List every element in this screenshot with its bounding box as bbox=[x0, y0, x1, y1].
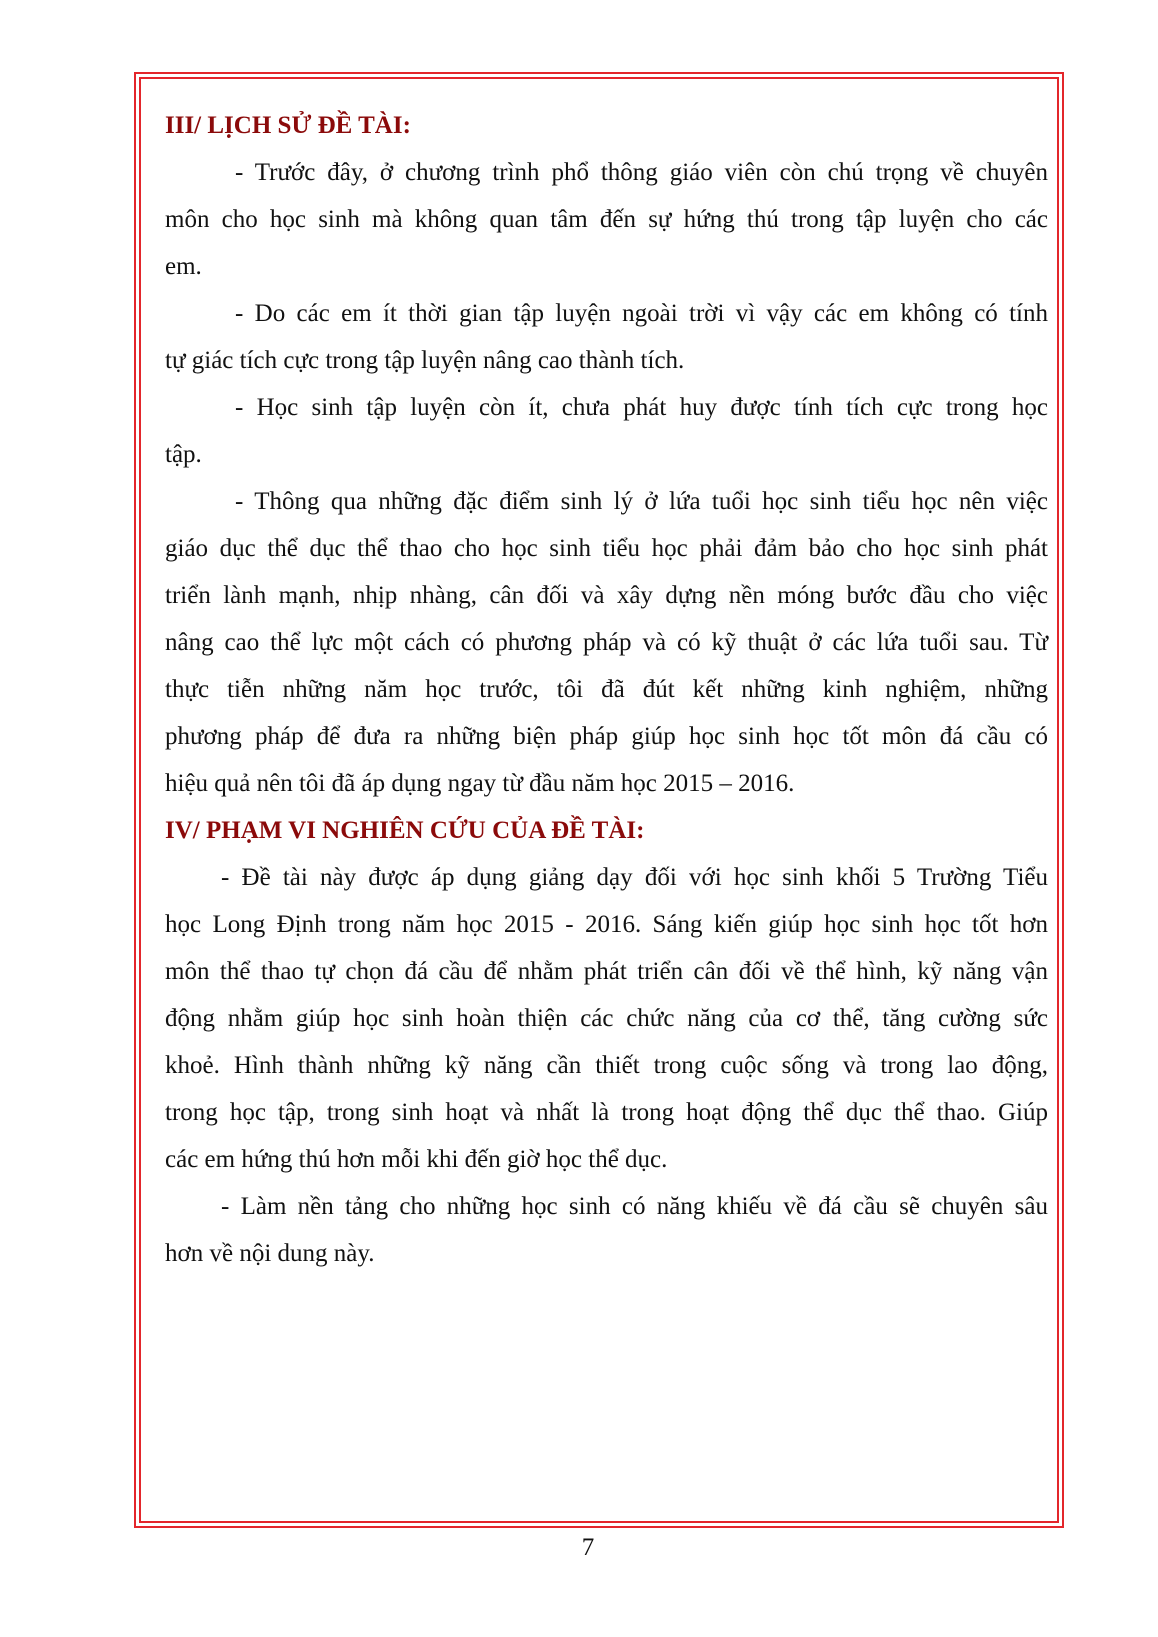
text-line: giáo dục thể dục thể thao cho học sinh tiểu học phải đảm bảo cho học sinh phát bbox=[165, 535, 1048, 562]
text-line: các em hứng thú hơn mỗi khi đến giờ học thể dục. bbox=[165, 1146, 668, 1173]
section-heading-history: III/ LỊCH SỬ ĐỀ TÀI: bbox=[165, 112, 411, 139]
paragraph bbox=[165, 1183, 1048, 1277]
paragraph bbox=[165, 478, 1048, 807]
text-line: động nhằm giúp học sinh hoàn thiện các chức năng của cơ thể, tăng cường sức bbox=[165, 1005, 1048, 1032]
paragraph bbox=[165, 384, 1048, 478]
page-number: 7 bbox=[581, 1534, 595, 1561]
paragraph bbox=[165, 149, 1048, 290]
text-line: tập. bbox=[165, 441, 202, 468]
text-line: trong học tập, trong sinh hoạt và nhất là trong hoạt động thể dục thể thao. Giúp bbox=[165, 1099, 1048, 1126]
text-line: - Do các em ít thời gian tập luyện ngoài trời vì vậy các em không có tính bbox=[235, 300, 1048, 327]
text-line: em. bbox=[165, 253, 202, 280]
paragraph bbox=[165, 854, 1048, 1183]
text-line: phương pháp để đưa ra những biện pháp giúp học sinh học tốt môn đá cầu có bbox=[165, 723, 1048, 750]
page-content bbox=[165, 102, 1048, 1277]
text-line: môn cho học sinh mà không quan tâm đến sự hứng thú trong tập luyện cho các bbox=[165, 206, 1048, 233]
paragraph bbox=[165, 290, 1048, 384]
text-line: - Đề tài này được áp dụng giảng dạy đối với học sinh khối 5 Trường Tiểu bbox=[221, 864, 1048, 891]
text-line: môn thể thao tự chọn đá cầu để nhằm phát triển cân đối về thể hình, kỹ năng vận bbox=[165, 958, 1048, 985]
text-line: học Long Định trong năm học 2015 - 2016. Sáng kiến giúp học sinh học tốt hơn bbox=[165, 911, 1048, 938]
text-line: - Làm nền tảng cho những học sinh có năng khiếu về đá cầu sẽ chuyên sâu bbox=[221, 1193, 1048, 1220]
text-line: thực tiễn những năm học trước, tôi đã đút kết những kinh nghiệm, những bbox=[165, 676, 1048, 703]
text-line: tự giác tích cực trong tập luyện nâng cao thành tích. bbox=[165, 347, 685, 374]
section-heading-scope: IV/ PHẠM VI NGHIÊN CỨU CỦA ĐỀ TÀI: bbox=[165, 817, 645, 844]
text-line: - Trước đây, ở chương trình phổ thông giáo viên còn chú trọng về chuyên bbox=[235, 159, 1048, 186]
text-line: - Học sinh tập luyện còn ít, chưa phát huy được tính tích cực trong học bbox=[235, 394, 1048, 421]
text-line: hiệu quả nên tôi đã áp dụng ngay từ đầu năm học 2015 – 2016. bbox=[165, 770, 795, 797]
text-line: hơn về nội dung này. bbox=[165, 1240, 375, 1267]
text-line: triển lành mạnh, nhịp nhàng, cân đối và xây dựng nền móng bước đầu cho việc bbox=[165, 582, 1048, 609]
text-line: khoẻ. Hình thành những kỹ năng cần thiết trong cuộc sống và trong lao động, bbox=[165, 1052, 1048, 1079]
text-line: - Thông qua những đặc điểm sinh lý ở lứa tuổi học sinh tiểu học nên việc bbox=[235, 488, 1048, 515]
text-line: nâng cao thể lực một cách có phương pháp và có kỹ thuật ở các lứa tuổi sau. Từ bbox=[165, 629, 1048, 656]
